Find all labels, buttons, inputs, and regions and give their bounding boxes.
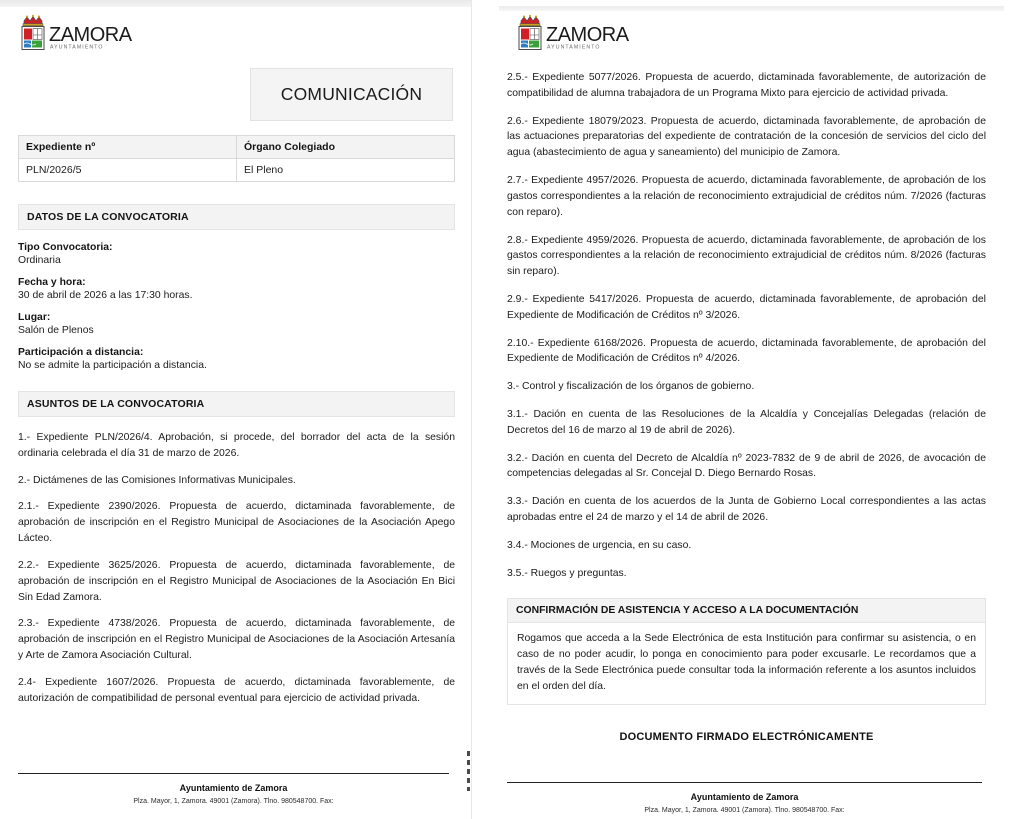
crown-shape [23,15,43,26]
shield-shape [519,27,541,50]
document-page-2 [485,0,1024,819]
field-value: Ordinaria [18,255,61,266]
agenda-item: 2.6.- Expediente 18079/2023. Propuesta de acuerdo, dictaminada favorablemente, de aprobación de las actuaciones preparatorias del expediente de contratación de la concesión de servicios del ciclo del agua (abastecimiento de agua y saneamiento) del municipio de Zamora. [507,115,986,159]
table-header-row [19,136,455,159]
svg-text:ZAMORA: ZAMORA [49,24,132,46]
agenda-item: 3.2.- Dación en cuenta del Decreto de Alcaldía nº 2023-7832 de 9 de abril de 2026, de avocación de competencias delegadas al Sr. Concejal D. Diego Bernardo Rosas. [507,452,986,480]
agenda-item: 2.5.- Expediente 5077/2026. Propuesta de acuerdo, dictaminada favorablemente, de autorización de compatibilidad de alumna trabajadora de un Programa Mixto para ejercicio de actividad privada. [507,72,986,99]
crown-shape [520,15,540,26]
section-header-datos: DATOS DE LA CONVOCATORIA [18,204,455,230]
footer-address: Plza. Mayor, 1, Zamora. 49001 (Zamora). Tlno. 980548700. Fax: [644,807,845,814]
field-value: Salón de Plenos [18,325,94,336]
shield-shape [22,27,44,50]
footer-address: Plza. Mayor, 1, Zamora. 49001 (Zamora). Tlno. 980548700. Fax: [133,798,334,805]
agenda-item: 2.10.- Expediente 6168/2026. Propuesta de acuerdo, dictaminada favorablemente, de aprobación del Expediente de Modificación de Créditos nº 4/2026. [507,337,986,365]
svg-text:ZAMORA: ZAMORA [546,24,629,46]
footer-divider [507,782,982,783]
agenda-item: 2.3.- Expediente 4738/2026. Propuesta de acuerdo, dictaminada favorablemente, de aprobación de inscripción en el Registro Municipal de Asociaciones de la Asociación Artesanía y Arte de Zamora Asociación Cultural. [18,618,455,661]
agenda-item: 1.- Expediente PLN/2026/4. Aprobación, si procede, del borrador del acta de la sesión ordinaria celebrada el día 31 de marzo de 2026. [18,432,455,459]
agenda-item: 2.8.- Expediente 4959/2026. Propuesta de acuerdo, dictaminada favorablemente, de aprobación de los gastos correspondientes a la relación de reconocimiento extrajudicial de créditos núm. 8/2026 (facturas sin reparo). [507,234,986,278]
agenda-item: 2.4- Expediente 1607/2026. Propuesta de acuerdo, dictaminada favorablemente, de autorización de compatibilidad de personal eventual para ejercicio de actividad privada. [18,676,455,704]
electronically-signed-notice: DOCUMENTO FIRMADO ELECTRÓNICAMENTE [619,731,874,743]
asuntos-list-page-1 [18,430,455,706]
agenda-item: 2.7.- Expediente 4957/2026. Propuesta de acuerdo, dictaminada favorablemente, de aprobación de los gastos correspondientes a la relación de reconocimiento extrajudicial de créditos núm. 7/2026 (facturas con reparo). [507,175,986,218]
document-page-1 [0,0,472,819]
svg-text:AYUNTAMIENTO: AYUNTAMIENTO [547,44,601,51]
electronic-signature-marker [467,751,470,791]
field-label: Participación a distancia: [18,347,144,358]
field-tipo-convocatoria [18,242,455,266]
field-label: Lugar: [18,312,51,323]
table-header-organo: Órgano Colegiado [237,136,455,159]
asuntos-list-page-2 [507,70,986,582]
agenda-item: 3.3.- Dación en cuenta de los acuerdos de la Junta de Gobierno Local correspondientes a las actas aprobadas entre el 24 de marzo y el 14 de abril de 2026. [507,496,986,524]
footer-entity-name: Ayuntamiento de Zamora [179,783,288,793]
zamora-logo [18,14,455,56]
section-header-asuntos: ASUNTOS DE LA CONVOCATORIA [18,391,455,417]
cell-expediente-numero: PLN/2026/5 [19,159,237,182]
agenda-item: 2.1.- Expediente 2390/2026. Propuesta de acuerdo, dictaminada favorablemente, de aprobación de inscripción en el Registro Municipal de Asociaciones de la Asociación Apego Lácteo. [18,501,455,545]
agenda-item: 3.1.- Dación en cuenta de las Resoluciones de la Alcaldía y Concejalías Delegadas (relación de Decretos del 16 de marzo al 19 de abril de 2026). [507,409,986,436]
page-footer [18,773,449,805]
field-participacion-a-distancia [18,347,455,371]
agenda-item: 2.- Dictámenes de las Comisiones Informativas Municipales. [18,474,296,486]
field-value: No se admite la participación a distancia. [18,360,207,371]
section-header-confirmacion: CONFIRMACIÓN DE ASISTENCIA Y ACCESO A LA DOCUMENTACIÓN [507,598,986,623]
field-fecha-y-hora [18,277,455,301]
field-label: Tipo Convocatoria: [18,242,113,253]
agenda-item: 3.5.- Ruegos y preguntas. [507,567,627,579]
zamora-wordmark [49,24,133,51]
zamora-wordmark [546,24,630,51]
confirmacion-block [507,598,986,706]
table-row [19,159,455,182]
confirmacion-text: Rogamos que acceda a la Sede Electrónica de esta Institución para confirmar su asistencia, o en caso de no poder acudir, lo ponga en conocimiento para poder excusarle. Le recordamos que a través de la Sede Electrónica puede consultar toda la información referente a los asuntos incluidos en el orden del día. [507,623,986,706]
field-value: 30 de abril de 2026 a las 17:30 horas. [18,290,193,301]
datos-field-list [18,242,455,371]
footer-entity-name: Ayuntamiento de Zamora [690,792,799,802]
zamora-coat-of-arms-icon [515,14,637,56]
svg-text:AYUNTAMIENTO: AYUNTAMIENTO [50,44,104,51]
page-footer [507,782,982,814]
zamora-coat-of-arms-icon [18,14,140,56]
zamora-logo [515,14,986,56]
agenda-item: 2.9.- Expediente 5417/2026. Propuesta de acuerdo, dictaminada favorablemente, de aprobación del Expediente de Modificación de Créditos nº 3/2026. [507,293,986,321]
expediente-table [18,135,455,182]
agenda-item: 3.4.- Mociones de urgencia, en su caso. [507,539,692,551]
footer-divider [18,773,449,774]
document-title-box: COMUNICACIÓN [250,68,453,121]
field-lugar [18,312,455,336]
agenda-item: 3.- Control y fiscalización de los órganos de gobierno. [507,381,755,393]
table-header-expediente: Expediente nº [19,136,237,159]
agenda-item: 2.2.- Expediente 3625/2026. Propuesta de acuerdo, dictaminada favorablemente, de aprobación de inscripción en el Registro Municipal de Asociaciones de la Asociación En Bici Sin Edad Zamora. [18,559,455,603]
field-label: Fecha y hora: [18,277,86,288]
cell-organo-colegiado: El Pleno [237,159,455,182]
